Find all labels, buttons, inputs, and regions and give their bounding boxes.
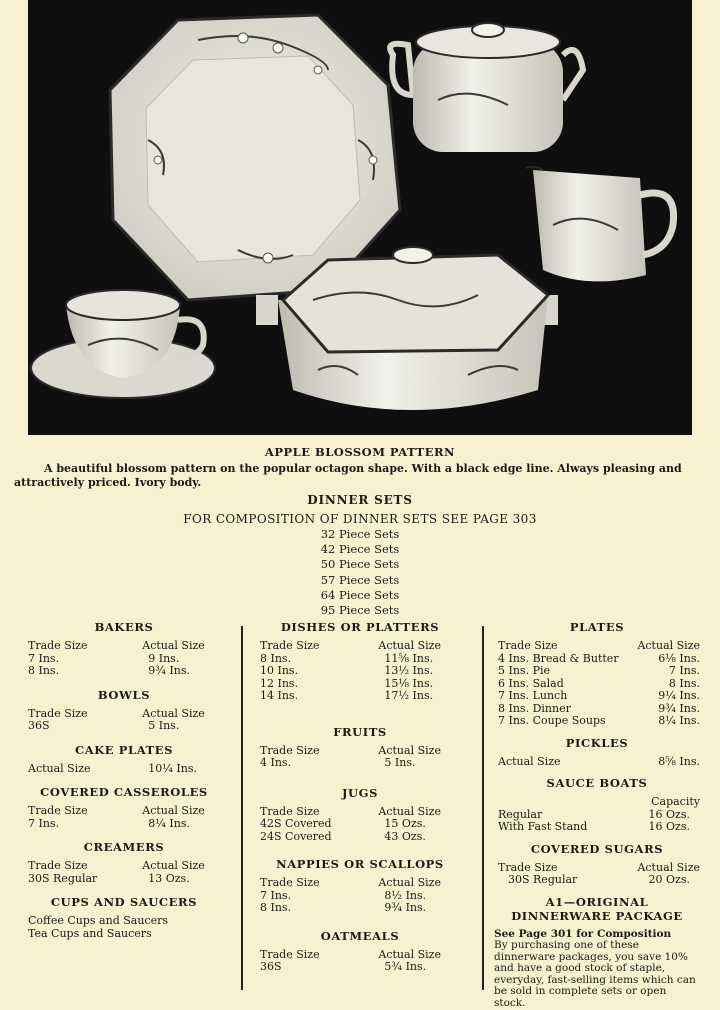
header-trade-size: Trade Size — [260, 876, 320, 889]
cell: Tea Cups and Saucers — [28, 926, 152, 940]
dinner-sets-title: DINNER SETS — [307, 493, 413, 507]
cell: 6⅛ Ins. — [658, 651, 700, 665]
table-row — [250, 902, 470, 915]
header-actual-size: Actual Size — [142, 859, 205, 872]
section-title: NAPPIES OR SCALLOPS — [276, 857, 444, 871]
cell: 10¼ Ins. — [148, 761, 197, 775]
cell: 14 Ins. — [260, 689, 299, 702]
column-middle — [250, 620, 470, 992]
cell: 9¼ Ins. — [658, 689, 700, 702]
column-left — [18, 620, 230, 992]
cell: 7 Ins. — [28, 651, 60, 665]
table-row — [18, 763, 230, 776]
sugar-bowl-image — [390, 23, 583, 152]
cell: 13 Ozs. — [148, 871, 190, 885]
section-title: SAUCE BOATS — [546, 776, 648, 790]
cell: Coffee Cups and Saucers — [28, 914, 168, 927]
header-capacity: Capacity — [651, 795, 700, 808]
cell: 9¾ Ins. — [658, 701, 700, 715]
table-header — [250, 949, 470, 962]
section-title: BAKERS — [94, 620, 154, 634]
table-header — [18, 640, 230, 653]
cell: With Fast Stand — [498, 820, 588, 833]
table-header — [18, 708, 230, 721]
package-subtitle: DINNERWARE PACKAGE — [511, 908, 683, 923]
cell: 8⅝ Ins. — [658, 754, 700, 768]
table-row — [494, 715, 700, 728]
package-description — [494, 929, 700, 1010]
header-actual-size: Actual Size — [378, 743, 441, 757]
cell: 8 Ins. — [260, 901, 292, 914]
header-actual-size: Actual Size — [378, 876, 441, 889]
cell: 7 Ins. — [28, 816, 60, 830]
header-trade-size: Trade Size — [260, 804, 320, 818]
cell: 4 Ins. Bread & Butter — [498, 651, 619, 665]
cell: 30S Regular — [28, 871, 98, 885]
header-actual-size: Actual Size — [378, 804, 441, 818]
table-row — [250, 757, 470, 770]
cell: 8¼ Ins. — [658, 714, 700, 727]
cell: 10 Ins. — [260, 664, 299, 677]
cell: Actual Size — [498, 754, 561, 768]
cell: 30S Regular — [508, 873, 578, 886]
cell: 16 Ozs. — [648, 807, 690, 821]
cup-saucer-image — [31, 290, 215, 398]
dinner-plate-image — [110, 15, 400, 300]
cell: 9¾ Ins. — [148, 664, 190, 677]
table-row — [18, 818, 230, 831]
dinner-sets-subtitle: FOR COMPOSITION OF DINNER SETS SEE PAGE 303 — [183, 512, 537, 526]
table-row — [18, 915, 230, 928]
header-trade-size: Trade Size — [498, 860, 558, 874]
table-header — [494, 640, 700, 653]
section-title: PICKLES — [565, 735, 629, 750]
section-title: CUPS AND SAUCERS — [50, 895, 198, 909]
section-title: COVERED SUGARS — [530, 841, 664, 856]
cell: 8 Ins. — [668, 676, 700, 690]
table-header — [18, 860, 230, 873]
table-row — [250, 831, 470, 844]
creamer-image — [526, 167, 674, 282]
list-item: 57 Piece Sets — [320, 572, 400, 587]
list-item: 64 Piece Sets — [320, 587, 400, 602]
section-title: OATMEALS — [320, 928, 400, 943]
section-title: DISHES OR PLATTERS — [280, 620, 440, 634]
list-item: 32 Piece Sets — [320, 527, 400, 541]
table-header — [494, 796, 700, 809]
section-title: BOWLS — [97, 687, 151, 702]
list-item: 42 Piece Sets — [320, 542, 400, 557]
cell: Actual Size — [28, 761, 91, 775]
cell: 36S — [260, 960, 282, 973]
section-title: COVERED CASSEROLES — [40, 785, 208, 799]
cell: 4 Ins. — [260, 756, 292, 769]
cell: 7 Ins. Lunch — [498, 689, 568, 702]
cell: 7 Ins. — [668, 664, 700, 677]
table-row — [494, 821, 700, 834]
cell: 24S Covered — [260, 829, 332, 843]
header-trade-size: Trade Size — [260, 639, 320, 652]
table-row — [494, 756, 700, 769]
header-actual-size: Actual Size — [637, 860, 700, 874]
table-header — [250, 640, 470, 653]
section-title: FRUITS — [333, 724, 387, 739]
cell: 42S Covered — [260, 817, 332, 830]
cell: 8¼ Ins. — [148, 816, 190, 830]
header-actual-size: Actual Size — [142, 639, 205, 652]
table-row — [18, 873, 230, 886]
section-title: JUGS — [342, 785, 378, 800]
table-row — [18, 928, 230, 941]
table-row — [18, 720, 230, 733]
cell: 43 Ozs. — [384, 829, 426, 843]
cell: 8 Ins. Dinner — [498, 701, 571, 715]
table-row — [494, 690, 700, 703]
cell: 15 Ozs. — [384, 817, 426, 830]
table-row — [250, 961, 470, 974]
pattern-title: APPLE BLOSSOM PATTERN — [264, 445, 456, 459]
table-row — [250, 690, 470, 703]
cell: 15⅛ Ins. — [384, 676, 434, 690]
cell: Regular — [498, 807, 543, 821]
cell: 16 Ozs. — [648, 820, 690, 833]
list-item: 50 Piece Sets — [320, 557, 400, 572]
table-row — [250, 818, 470, 831]
cell: 13½ Ins. — [384, 664, 434, 677]
cell: 5 Ins. — [384, 756, 416, 769]
header-trade-size: Trade Size — [260, 743, 320, 757]
cell: 7 Ins. — [260, 888, 292, 902]
cell: 7 Ins. Coupe Soups — [498, 714, 606, 727]
cell: 8½ Ins. — [384, 888, 427, 902]
column-right — [494, 620, 700, 1010]
header-trade-size: Trade Size — [28, 804, 88, 817]
cell: 9¾ Ins. — [384, 901, 427, 914]
cell: 5¾ Ins. — [384, 960, 427, 973]
cell: 9 Ins. — [148, 651, 180, 665]
header-actual-size: Actual Size — [637, 639, 700, 652]
header-actual-size: Actual Size — [142, 804, 205, 817]
cell: 6 Ins. Salad — [498, 676, 564, 690]
section-title: CREAMERS — [83, 840, 165, 854]
table-row — [18, 665, 230, 678]
dinner-sets-list — [0, 527, 720, 618]
cell: 8 Ins. — [260, 651, 292, 665]
header-trade-size: Trade Size — [28, 639, 88, 652]
package-text: By purchasing one of these dinnerware packages, you save 10% and have a good stock of staple, everyday, fast-selling items which can be sold in complete sets or open stock. — [494, 939, 696, 1010]
cell: 5 Ins. — [148, 719, 180, 732]
table-row — [250, 665, 470, 678]
cell: 11⅝ Ins. — [384, 651, 434, 665]
cell: 12 Ins. — [260, 676, 299, 690]
package-see-page: See Page 301 for Composition — [494, 927, 672, 940]
cell: 17½ Ins. — [384, 689, 434, 702]
section-title: PLATES — [569, 620, 625, 634]
header-trade-size: Trade Size — [28, 706, 88, 720]
list-item: 95 Piece Sets — [320, 603, 400, 618]
cell: 20 Ozs. — [648, 873, 690, 886]
column-divider — [482, 626, 484, 990]
table-row — [494, 874, 700, 887]
table-header — [250, 877, 470, 890]
header-actual-size: Actual Size — [378, 639, 441, 652]
header-actual-size: Actual Size — [378, 947, 441, 961]
table-header — [18, 805, 230, 818]
section-title: CAKE PLATES — [74, 742, 174, 757]
product-photo — [28, 0, 692, 435]
header-actual-size: Actual Size — [142, 706, 205, 720]
header-trade-size: Trade Size — [498, 639, 558, 652]
column-divider — [241, 626, 243, 990]
header-trade-size: Trade Size — [28, 859, 88, 872]
pattern-description: A beautiful blossom pattern on the popular octagon shape. With a black edge line. Always pleasing and attractively priced. Ivory body. — [14, 462, 682, 489]
package-title: A1—ORIGINAL — [545, 894, 649, 909]
table-row — [494, 665, 700, 678]
cell: 5 Ins. Pie — [498, 664, 550, 677]
cell: 8 Ins. — [28, 664, 60, 677]
header-trade-size: Trade Size — [260, 947, 320, 961]
cell: 36S — [28, 719, 50, 732]
